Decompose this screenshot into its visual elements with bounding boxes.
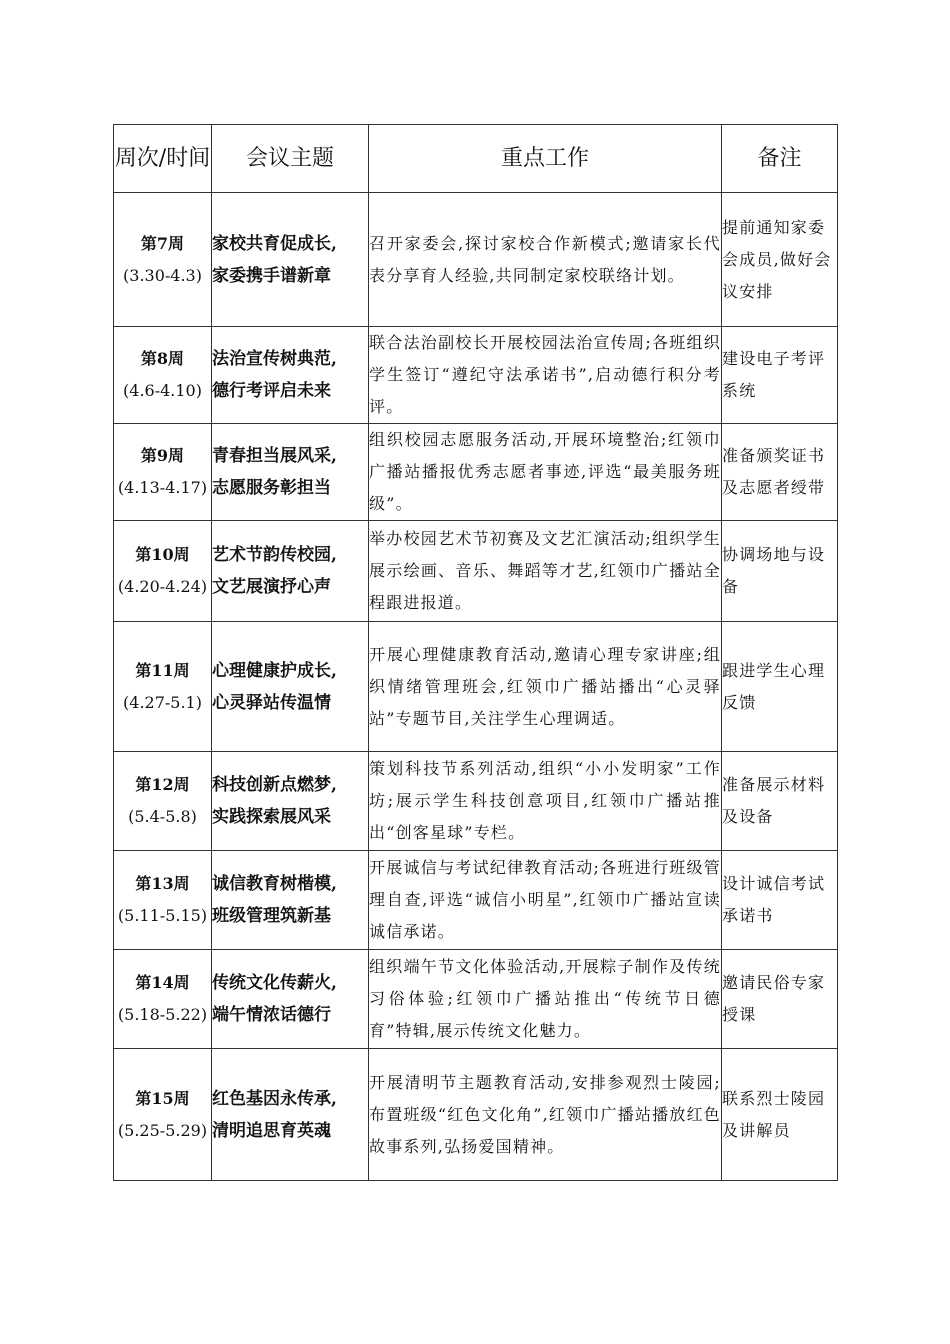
note-cell: 设计诚信考试承诺书	[722, 851, 838, 950]
topic-line-2: 德行考评启未来	[212, 381, 331, 401]
table-row	[114, 327, 838, 424]
note-cell: 邀请民俗专家授课	[722, 950, 838, 1049]
work-cell: 开展诚信与考试纪律教育活动;各班进行班级管理自查,评选“诚信小明星”,红领巾广播站宣读诚信承诺。	[369, 851, 722, 950]
week-label: 第14周	[135, 973, 190, 992]
topic-cell	[212, 424, 369, 521]
work-cell: 举办校园艺术节初赛及文艺汇演活动;组织学生展示绘画、音乐、舞蹈等才艺,红领巾广播站全程跟进报道。	[369, 521, 722, 622]
work-cell: 召开家委会,探讨家校合作新模式;邀请家长代表分享育人经验,共同制定家校联络计划。	[369, 193, 722, 327]
week-label: 第13周	[135, 874, 190, 893]
table-row	[114, 851, 838, 950]
week-date: (5.4-5.8)	[128, 807, 197, 826]
topic-line-1: 红色基因永传承,	[212, 1088, 337, 1109]
note-cell: 准备颁奖证书及志愿者绶带	[722, 424, 838, 521]
work-cell: 策划科技节系列活动,组织“小小发明家”工作坊;展示学生科技创意项目,红领巾广播站推出“创客星球”专栏。	[369, 752, 722, 851]
topic-line-1: 家校共育促成长,	[212, 233, 337, 254]
topic-cell	[212, 327, 369, 424]
work-cell: 联合法治副校长开展校园法治宣传周;各班组织学生签订“遵纪守法承诺书”,启动德行积分考评。	[369, 327, 722, 424]
week-cell	[114, 622, 212, 752]
topic-line-2: 班级管理筑新基	[212, 906, 331, 926]
work-cell: 组织校园志愿服务活动,开展环境整治;红领巾广播站播报优秀志愿者事迹,评选“最美服务班级”。	[369, 424, 722, 521]
week-label: 第8周	[140, 349, 185, 368]
table-row	[114, 950, 838, 1049]
topic-line-1: 青春担当展风采,	[212, 446, 337, 466]
week-date: (5.25-5.29)	[117, 1120, 208, 1140]
week-label: 第11周	[135, 660, 190, 680]
work-cell: 开展心理健康教育活动,邀请心理专家讲座;组织情绪管理班会,红领巾广播站播出“心灵驿站”专题节目,关注学生心理调适。	[369, 622, 722, 752]
week-cell	[114, 1049, 212, 1181]
topic-cell	[212, 1049, 369, 1181]
header-note: 备注	[722, 125, 838, 193]
topic-line-1: 法治宣传树典范,	[212, 349, 337, 369]
topic-line-2: 清明追思育英魂	[212, 1120, 331, 1141]
table-header-row	[114, 125, 838, 193]
work-cell: 组织端午节文化体验活动,开展粽子制作及传统习俗体验;红领巾广播站推出“传统节日德育”特辑,展示传统文化魅力。	[369, 950, 722, 1049]
header-topic: 会议主题	[212, 125, 369, 193]
week-cell	[114, 950, 212, 1049]
table-row	[114, 1049, 838, 1181]
meeting-schedule-table	[113, 124, 838, 1181]
header-week: 周次/时间	[114, 125, 212, 193]
table-row	[114, 424, 838, 521]
topic-line-1: 传统文化传薪火,	[212, 973, 337, 993]
week-label: 第9周	[140, 446, 185, 465]
week-date: (5.11-5.15)	[117, 906, 208, 925]
topic-cell	[212, 193, 369, 327]
table-row	[114, 193, 838, 327]
week-label: 第12周	[135, 775, 190, 794]
note-cell: 协调场地与设备	[722, 521, 838, 622]
week-label: 第10周	[135, 545, 190, 564]
topic-cell	[212, 622, 369, 752]
week-date: (5.18-5.22)	[117, 1005, 208, 1024]
week-date: (4.27-5.1)	[123, 692, 202, 712]
topic-line-1: 艺术节韵传校园,	[212, 545, 337, 565]
topic-line-1: 心理健康护成长,	[212, 660, 337, 681]
topic-line-2: 端午情浓话德行	[212, 1005, 331, 1025]
topic-cell	[212, 851, 369, 950]
week-cell	[114, 521, 212, 622]
topic-cell	[212, 950, 369, 1049]
topic-line-2: 家委携手谱新章	[212, 265, 331, 286]
topic-line-1: 诚信教育树楷模,	[212, 874, 337, 894]
note-cell: 提前通知家委会成员,做好会议安排	[722, 193, 838, 327]
work-cell: 开展清明节主题教育活动,安排参观烈士陵园;布置班级“红色文化角”,红领巾广播站播放红色故事系列,弘扬爱国精神。	[369, 1049, 722, 1181]
note-cell: 建设电子考评系统	[722, 327, 838, 424]
week-label: 第7周	[140, 233, 185, 253]
note-cell: 联系烈士陵园及讲解员	[722, 1049, 838, 1181]
table-row	[114, 622, 838, 752]
topic-line-2: 文艺展演抒心声	[212, 577, 331, 597]
table-row	[114, 521, 838, 622]
note-cell: 准备展示材料及设备	[722, 752, 838, 851]
header-work: 重点工作	[369, 125, 722, 193]
week-cell	[114, 424, 212, 521]
note-cell: 跟进学生心理反馈	[722, 622, 838, 752]
week-cell	[114, 851, 212, 950]
week-cell	[114, 327, 212, 424]
week-date: (4.13-4.17)	[117, 478, 208, 497]
week-date: (4.6-4.10)	[123, 381, 202, 400]
week-date: (4.20-4.24)	[117, 577, 208, 596]
table-row	[114, 752, 838, 851]
topic-line-2: 志愿服务彰担当	[212, 478, 331, 498]
topic-cell	[212, 752, 369, 851]
topic-line-2: 心灵驿站传温情	[212, 692, 331, 713]
week-date: (3.30-4.3)	[123, 265, 202, 285]
topic-line-1: 科技创新点燃梦,	[212, 775, 337, 795]
week-cell	[114, 193, 212, 327]
week-cell	[114, 752, 212, 851]
topic-cell	[212, 521, 369, 622]
week-label: 第15周	[135, 1088, 190, 1108]
topic-line-2: 实践探索展风采	[212, 807, 331, 827]
